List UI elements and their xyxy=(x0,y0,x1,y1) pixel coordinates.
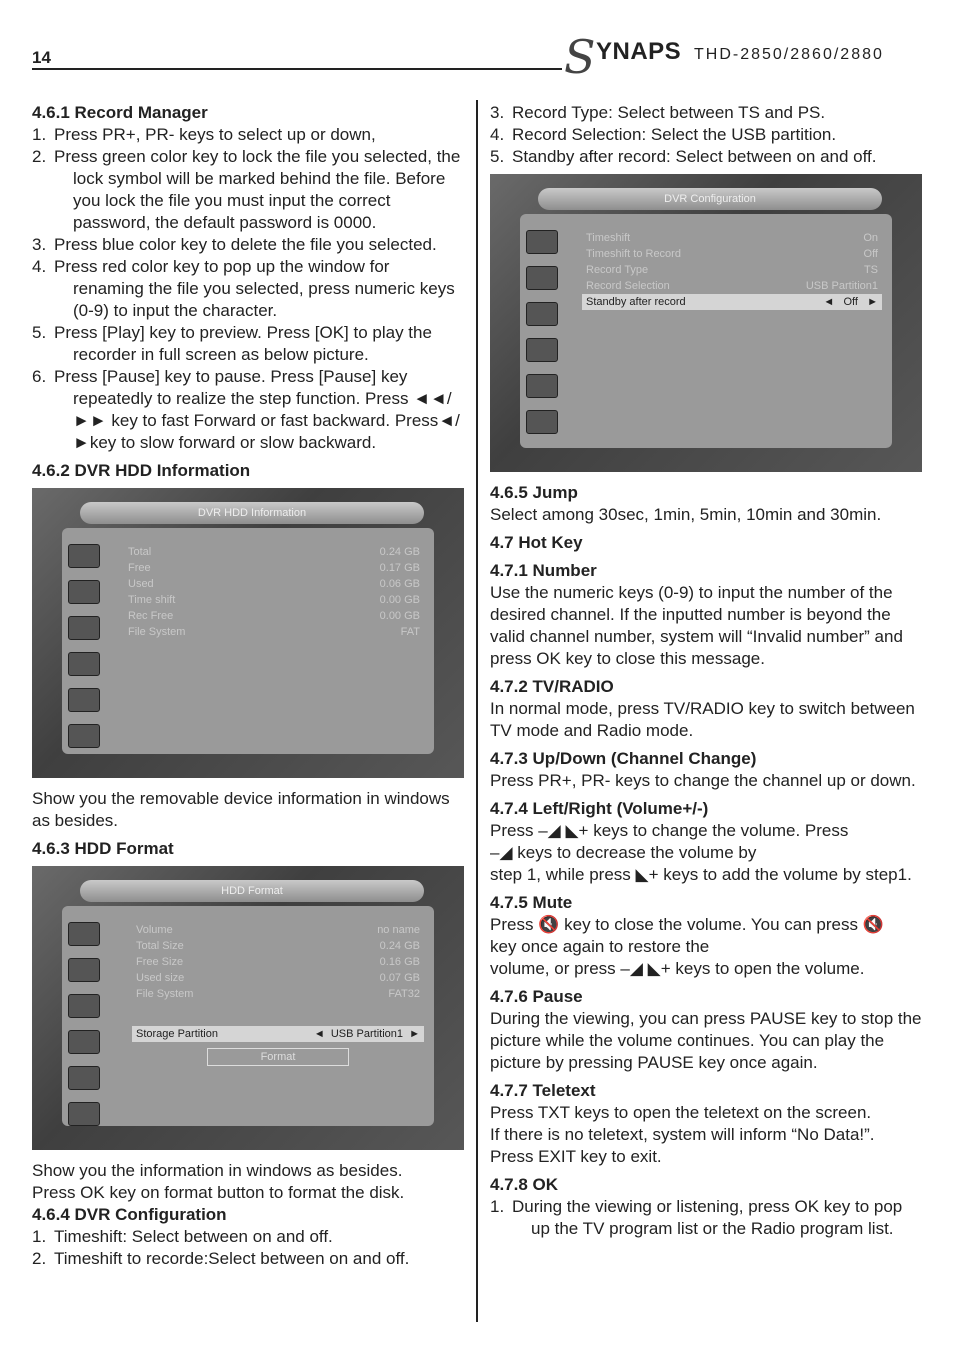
standby-row[interactable]: Standby after record ◄ Off ► xyxy=(582,294,882,310)
paragraph: Press EXIT key to exit. xyxy=(490,1147,662,1166)
hdd-format-screenshot xyxy=(32,866,464,1150)
mute-icon: 🔇 xyxy=(538,915,560,934)
section-title: 4.7.4 Left/Right (Volume+/-) xyxy=(490,799,709,818)
column-divider xyxy=(476,100,478,1322)
menu-icons xyxy=(526,230,566,446)
media-icon xyxy=(68,688,100,712)
paragraph: Press TXT keys to open the teletext on the screen. xyxy=(490,1103,872,1122)
clapper-icon xyxy=(526,410,558,434)
list-item: 2. Press green color key to lock the file you selected, the lock symbol will be marked behind the file. Before you lock the file you must input the correct password, the default password is 0000. xyxy=(32,147,461,232)
paragraph: Select among 30sec, 1min, 5min, 10min and 30min. xyxy=(490,505,882,524)
config-rows: Timeshift On Timeshift to Record Off Record Type TS Record Selection USB Partition1 Standby after record ◄ Off ► xyxy=(582,230,882,310)
list-item: 2. Timeshift to recorde:Select between on and off. xyxy=(32,1249,410,1268)
section-title: 4.6.1 Record Manager xyxy=(32,103,208,122)
section-title: 4.6.2 DVR HDD Information xyxy=(32,461,251,480)
menu-icons xyxy=(68,544,108,760)
section-title: 4.7.7 Teletext xyxy=(490,1081,596,1100)
storage-partition-row[interactable]: Storage Partition ◄ USB Partition1 ► xyxy=(132,1026,424,1042)
section-title: 4.6.4 DVR Configuration xyxy=(32,1205,227,1224)
volume-up-icon: ◣+ xyxy=(647,959,671,978)
format-rows: Volume no name Total Size 0.24 GB Free Size 0.16 GB Used size 0.07 GB File System FAT32 Storage Partition ◄ USB Partition1 ► Format xyxy=(132,922,424,1066)
paragraph: If there is no teletext, system will inform “No Data!”. xyxy=(490,1125,875,1144)
tv-icon xyxy=(526,230,558,254)
volume-down-icon: –◢ xyxy=(490,843,513,862)
dish-icon xyxy=(68,652,100,676)
list-item: 3. Press blue color key to delete the file you selected. xyxy=(32,235,437,254)
section-title: 4.7.8 OK xyxy=(490,1175,559,1194)
right-column xyxy=(490,102,922,1240)
mute-icon: 🔇 xyxy=(862,915,884,934)
dvr-config-list-cont xyxy=(490,102,922,168)
list-item: 4. Record Selection: Select the USB partition. xyxy=(490,125,837,144)
caption: Show you the information in windows as besides. xyxy=(32,1161,403,1180)
section-title: 4.7.2 TV/RADIO xyxy=(490,677,614,696)
section-title: 4.7.1 Number xyxy=(490,561,597,580)
dish-icon xyxy=(68,1030,100,1054)
dvr-hdd-info-screenshot xyxy=(32,488,464,778)
section-title: 4.7.6 Pause xyxy=(490,987,583,1006)
gears-icon xyxy=(526,302,558,326)
paragraph: During the viewing, you can press PAUSE key to stop the picture while the volume continues. You can play the picture by pressing PAUSE key once again. xyxy=(490,1009,922,1072)
paragraph: Use the numeric keys (0-9) to input the number of the desired channel. If the inputted number is beyond the valid channel number, system will “Invalid number” and press OK key to close this message. xyxy=(490,583,903,668)
section-title: 4.7 Hot Key xyxy=(490,533,583,552)
caption: Press OK key on format button to format the disk. xyxy=(32,1183,405,1202)
menu-icons xyxy=(68,922,108,1138)
dvr-config-screenshot xyxy=(490,174,922,472)
format-button[interactable]: Format xyxy=(207,1048,349,1066)
record-manager-list xyxy=(32,124,464,454)
volume-down-icon: –◢ xyxy=(620,959,643,978)
info-rows: Total 0.24 GB Free 0.17 GB Used 0.06 GB Time shift 0.00 GB Rec Free 0.00 GB File System FAT xyxy=(128,546,420,638)
list-item: 5. Press [Play] key to preview. Press [OK] to play the recorder in full screen as below picture. xyxy=(32,323,432,364)
header-rule xyxy=(32,68,562,70)
clapper-icon xyxy=(68,1102,100,1126)
page-header xyxy=(32,30,922,84)
list-item: 3. Record Type: Select between TS and PS. xyxy=(490,103,826,122)
gears-icon xyxy=(68,994,100,1018)
section-title: 4.6.5 Jump xyxy=(490,483,578,502)
list-item: 5. Standby after record: Select between on and off. xyxy=(490,147,877,166)
page-number: 14 xyxy=(32,48,51,67)
paragraph: Press PR+, PR- keys to change the channel up or down. xyxy=(490,771,916,790)
paragraph: Press 🔇 key to close the volume. You can press 🔇 key once again to restore the volume, or press –◢ ◣+ keys to open the volume. xyxy=(490,915,884,978)
section-title: 4.7.3 Up/Down (Channel Change) xyxy=(490,749,757,768)
tv-icon xyxy=(68,544,100,568)
logo-text: YNAPS xyxy=(596,38,682,65)
model-number: THD-2850/2860/2880 xyxy=(694,46,884,63)
gears-icon xyxy=(68,616,100,640)
dish-icon xyxy=(526,338,558,362)
logo-s: S xyxy=(564,30,596,84)
ok-list xyxy=(490,1196,922,1240)
screen-title: DVR Configuration xyxy=(538,188,882,210)
list-item: 4. Press red color key to pop up the window for renaming the file you selected, press numeric keys (0-9) to input the character. xyxy=(32,257,455,320)
dvr-config-list xyxy=(32,1226,464,1270)
media-icon xyxy=(526,374,558,398)
screen-title: DVR HDD Information xyxy=(80,502,424,524)
list-item: 6. Press [Pause] key to pause. Press [Pause] key repeatedly to realize the step function. Press ◄◄/►► key to fast Forward or fast backward. Press◄/►key to slow forward or slow backward. xyxy=(32,367,460,452)
volume-up-icon: ◣+ xyxy=(635,865,659,884)
synaps-logo xyxy=(564,30,924,84)
paragraph: In normal mode, press TV/RADIO key to switch between TV mode and Radio mode. xyxy=(490,699,915,740)
tools-icon xyxy=(526,266,558,290)
list-item: 1. Press PR+, PR- keys to select up or down, xyxy=(32,125,376,144)
media-icon xyxy=(68,1066,100,1090)
paragraph: Press –◢ ◣+ keys to change the volume. Press –◢ keys to decrease the volume by step 1, while press ◣+ keys to add the volume by step1. xyxy=(490,821,912,884)
tools-icon xyxy=(68,958,100,982)
volume-down-icon: –◢ xyxy=(538,821,561,840)
section-title: 4.6.3 HDD Format xyxy=(32,839,174,858)
volume-up-icon: ◣+ xyxy=(565,821,589,840)
tools-icon xyxy=(68,580,100,604)
left-column xyxy=(32,102,464,1270)
tv-icon xyxy=(68,922,100,946)
clapper-icon xyxy=(68,724,100,748)
caption: Show you the removable device information in windows as besides. xyxy=(32,789,450,830)
screen-title: HDD Format xyxy=(80,880,424,902)
list-item: 1. During the viewing or listening, press OK key to pop up the TV program list or the Radio program list. xyxy=(490,1197,903,1238)
section-title: 4.7.5 Mute xyxy=(490,893,573,912)
list-item: 1. Timeshift: Select between on and off. xyxy=(32,1227,333,1246)
